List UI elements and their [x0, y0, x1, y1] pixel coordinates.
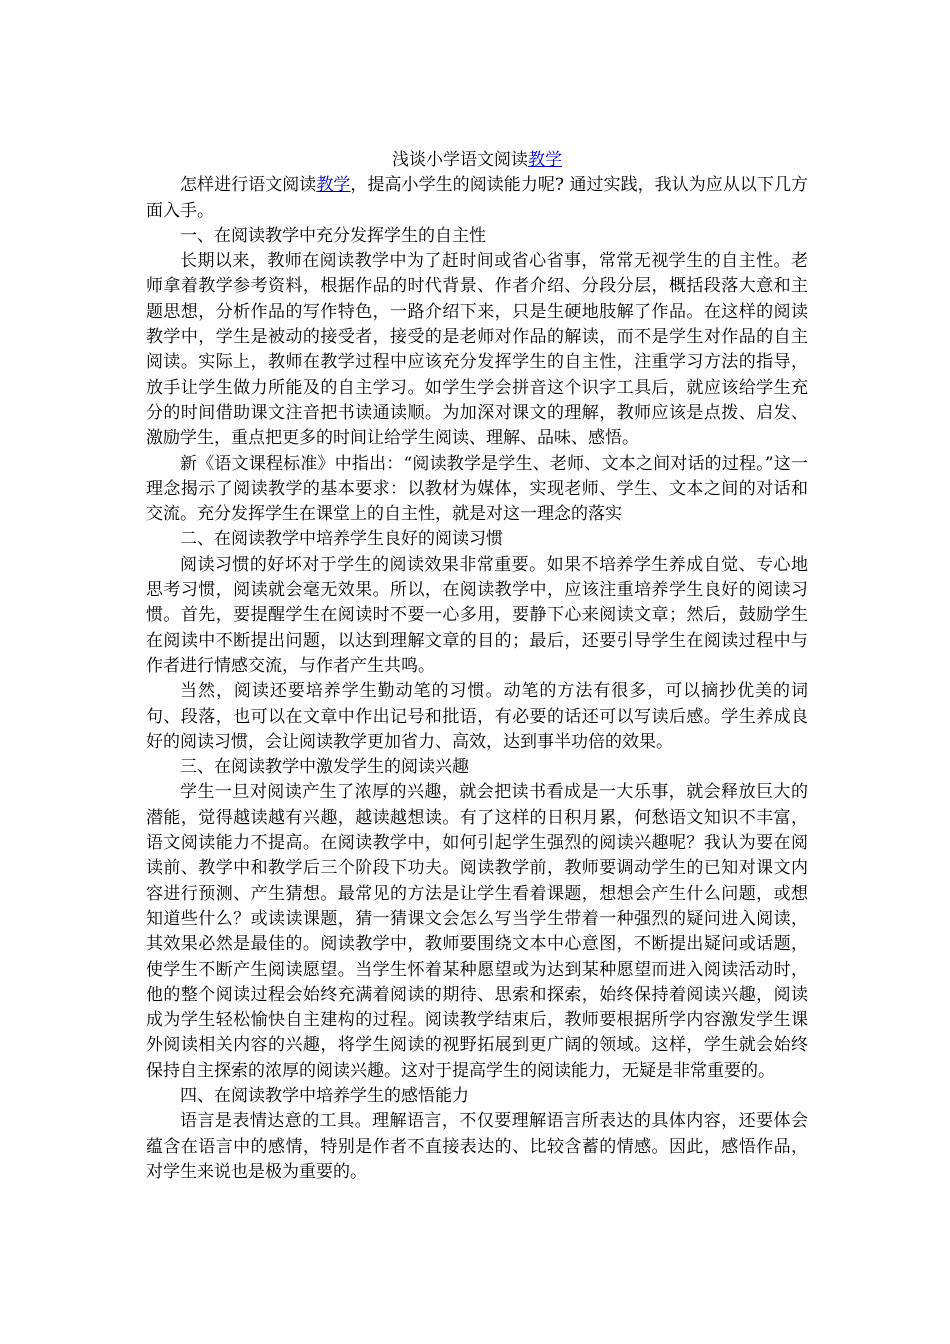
- section-heading-4: 四、在阅读教学中培养学生的感悟能力: [180, 1085, 469, 1106]
- section-heading-3: 三、在阅读教学中激发学生的阅读兴趣: [180, 757, 469, 778]
- section-2-paragraph-1: 阅读习惯的好坏对于学生的阅读效果非常重要。如果不培养学生养成自觉、专心地思考习惯，阅读就会毫无效果。所以，在阅读教学中，应该注重培养学生良好的阅读习惯。首先，要提醒学生在阅读时不要一心多用，要静下心来阅读文章；然后，鼓励学生在阅读中不断提出问题，以达到理解文章的目的；最后，还要引导学生在阅读过程中与作者进行情感交流，与作者产生共鸣。: [146, 554, 808, 676]
- section-3-paragraph-1: 学生一旦对阅读产生了浓厚的兴趣，就会把读书看成是一大乐事，就会释放巨大的潜能，觉得越读越有兴趣，越读越想读。有了这样的日积月累，何愁语文知识不丰富，语文阅读能力不提高。在阅读教学中，如何引起学生强烈的阅读兴趣呢？我认为要在阅读前、教学中和教学后三个阶段下功夫。阅读教学前，教师要调动学生的已知对课文内容进行预测、产生猜想。最常见的方法是让学生看着课题，想想会产生什么问题，或想知道些什么？或读读课题，猜一猜课文会怎么写当学生带着一种强烈的疑问进入阅读，其效果必然是最佳的。阅读教学中，教师要围绕文本中心意图，不断提出疑问或话题，使学生不断产生阅读愿望。当学生怀着某种愿望或为达到某种愿望而进入阅读活动时，他的整个阅读过程会始终充满着阅读的期待、思索和探索，始终保持着阅读兴趣，阅读成为学生轻松愉快自主建构的过程。阅读教学结束后，教师要根据所学内容激发学生课外阅读相关内容的兴趣，将学生阅读的视野拓展到更广阔的领域。这样，学生就会始终保持自主探索的浓厚的阅读兴趣。这对于提高学生的阅读能力，无疑是非常重要的。: [146, 782, 808, 1081]
- section-1-paragraph-1: 长期以来，教师在阅读教学中为了赶时间或省心省事，常常无视学生的自主性。老师拿着教学参考资料，根据作品的时代背景、作者介绍、分段分层，概括段落大意和主题思想，分析作品的写作特色，一路介绍下来，只是生硬地肢解了作品。在这样的阅读教学中，学生是被动的接受者，接受的是老师对作品的解读，而不是学生对作品的自主阅读。实际上，教师在教学过程中应该充分发挥学生的自主性，注重学习方法的指导，放手让学生做力所能及的自主学习。如学生学会拼音这个识字工具后，就应该给学生充分的时间借助课文注音把书读通读顺。为加深对课文的理解，教师应该是点拨、启发、激励学生，重点把更多的时间让给学生阅读、理解、品味、感悟。: [146, 251, 808, 449]
- title-keyword-link[interactable]: 教学: [528, 150, 562, 170]
- document-title: [146, 148, 808, 173]
- intro-keyword-link[interactable]: 教学: [316, 175, 351, 196]
- section-heading-2: 二、在阅读教学中培养学生良好的阅读习惯: [180, 529, 503, 550]
- intro-paragraph: [146, 173, 808, 224]
- intro-text-after: ，提高小学生的阅读能力呢? 通过实践，我认为应从以下几方面入手。: [146, 175, 808, 221]
- intro-text-before: 怎样进行语文阅读: [180, 175, 317, 196]
- section-2-paragraph-2: 当然，阅读还要培养学生勤动笔的习惯。动笔的方法有很多，可以摘抄优美的词句、段落，也可以在文章中作出记号和批语，有必要的话还可以写读后感。学生养成良好的阅读习惯，会让阅读教学更加省力、高效，达到事半功倍的效果。: [146, 681, 808, 752]
- title-text: 浅谈小学语文阅读: [392, 150, 528, 170]
- section-heading-1: 一、在阅读教学中充分发挥学生的自主性: [180, 225, 486, 246]
- document-page: [146, 148, 808, 1185]
- section-4-paragraph-1: 语言是表情达意的工具。理解语言，不仅要理解语言所表达的具体内容，还要体会蕴含在语言中的感情，特别是作者不直接表达的、比较含蓄的情感。因此，感悟作品，对学生来说也是极为重要的。: [146, 1111, 808, 1182]
- section-1-paragraph-2: 新《语文课程标准》中指出：“阅读教学是学生、老师、文本之间对话的过程。”这一理念揭示了阅读教学的基本要求：以教材为媒体，实现老师、学生、文本之间的对话和交流。充分发挥学生在课堂上的自主性，就是对这一理念的落实: [146, 453, 808, 525]
